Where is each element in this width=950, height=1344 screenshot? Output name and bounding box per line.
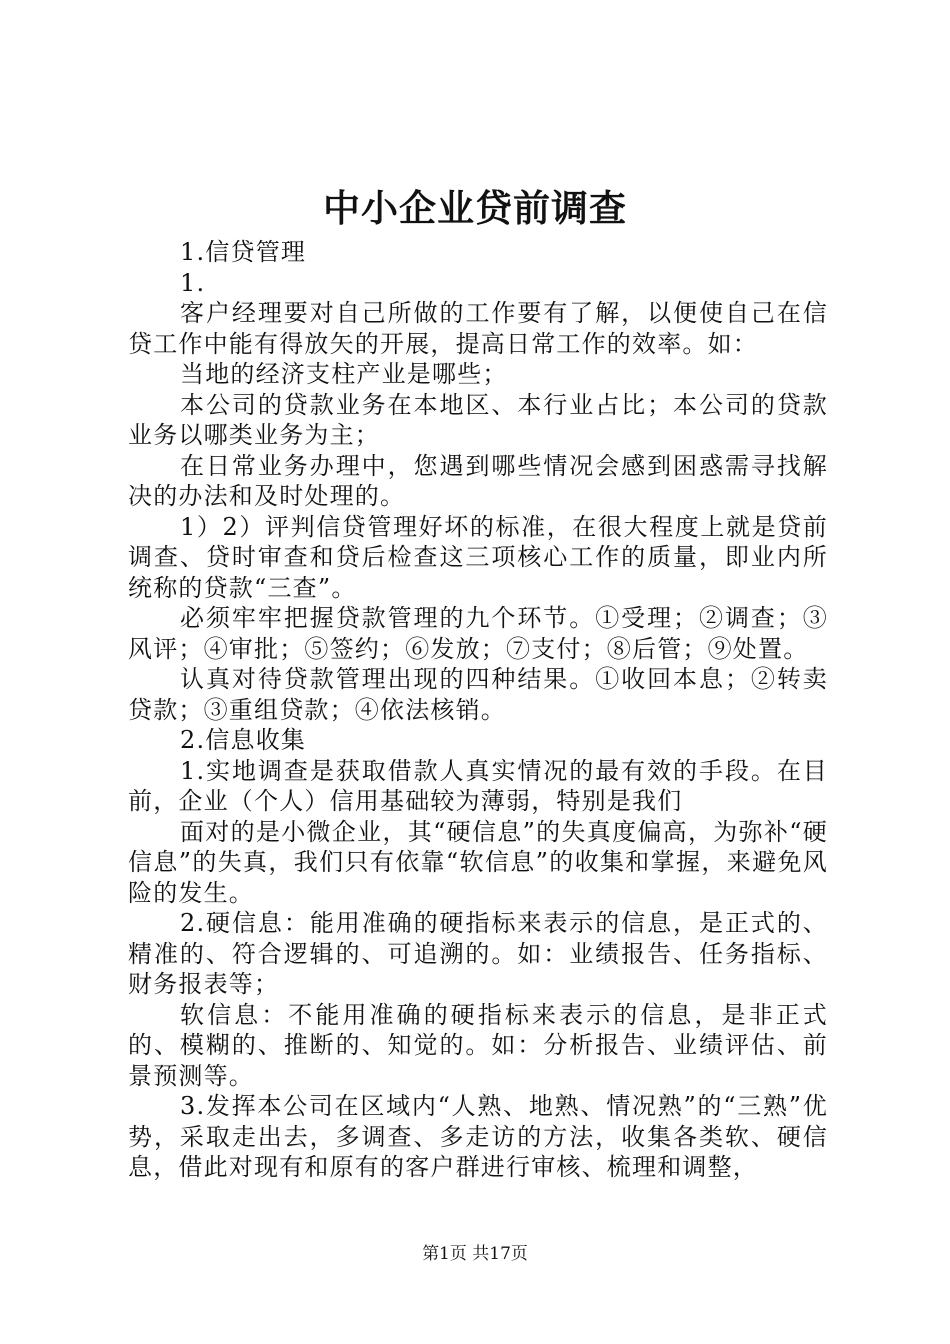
- page-footer: 第1页 共17页: [422, 1244, 528, 1264]
- paragraph: 2.硬信息：能用准确的硬指标来表示的信息，是正式的、精准的、符合逻辑的、可追溯的。如：业绩报告、任务指标、财务报表等；: [128, 909, 828, 998]
- document-body: [128, 237, 828, 1183]
- document-title: 中小企业贷前调查: [323, 186, 627, 230]
- paragraph: 3.发挥本公司在区域内“人熟、地熟、情况熟”的“三熟”优势，采取走出去，多调查、多走访的方法，收集各类软、硬信息，借此对现有和原有的客户群进行审核、梳理和调整，: [128, 1092, 828, 1181]
- paragraph: 本公司的贷款业务在本地区、本行业占比；本公司的贷款业务以哪类业务为主；: [128, 390, 828, 449]
- paragraph: 在日常业务办理中，您遇到哪些情况会感到困惑需寻找解决的办法和及时处理的。: [128, 451, 828, 510]
- paragraph: 必须牢牢把握贷款管理的九个环节。①受理；②调查；③风评；④审批；⑤签约；⑥发放；⑦支付；⑧后管；⑨处置。: [128, 604, 828, 663]
- paragraph: 面对的是小微企业，其“硬信息”的失真度偏高，为弥补“硬信息”的失真，我们只有依靠“软信息”的收集和掌握，来避免风险的发生。: [128, 817, 828, 907]
- paragraph: 1.: [180, 268, 206, 297]
- paragraph: 1.实地调查是获取借款人真实情况的最有效的手段。在目前，企业（个人）信用基础较为薄弱，特别是我们: [128, 756, 828, 815]
- paragraph: 1.信贷管理: [180, 238, 307, 266]
- paragraph: 1）2）评判信贷管理好坏的标准，在很大程度上就是贷前调查、贷时审查和贷后检查这三项核心工作的质量，即业内所统称的贷款“三查”。: [128, 512, 828, 602]
- paragraph: 2.信息收集: [180, 726, 307, 754]
- paragraph: 软信息：不能用准确的硬指标来表示的信息，是非正式的、模糊的、推断的、知觉的。如：分析报告、业绩评估、前景预测等。: [128, 1000, 828, 1090]
- paragraph: 客户经理要对自己所做的工作要有了解，以便使自己在信贷工作中能有得放矢的开展，提高日常工作的效率。如：: [128, 299, 828, 358]
- paragraph: 认真对待贷款管理出现的四种结果。①收回本息；②转卖贷款；③重组贷款；④依法核销。: [128, 665, 828, 724]
- paragraph: 当地的经济支柱产业是哪些；: [180, 360, 508, 388]
